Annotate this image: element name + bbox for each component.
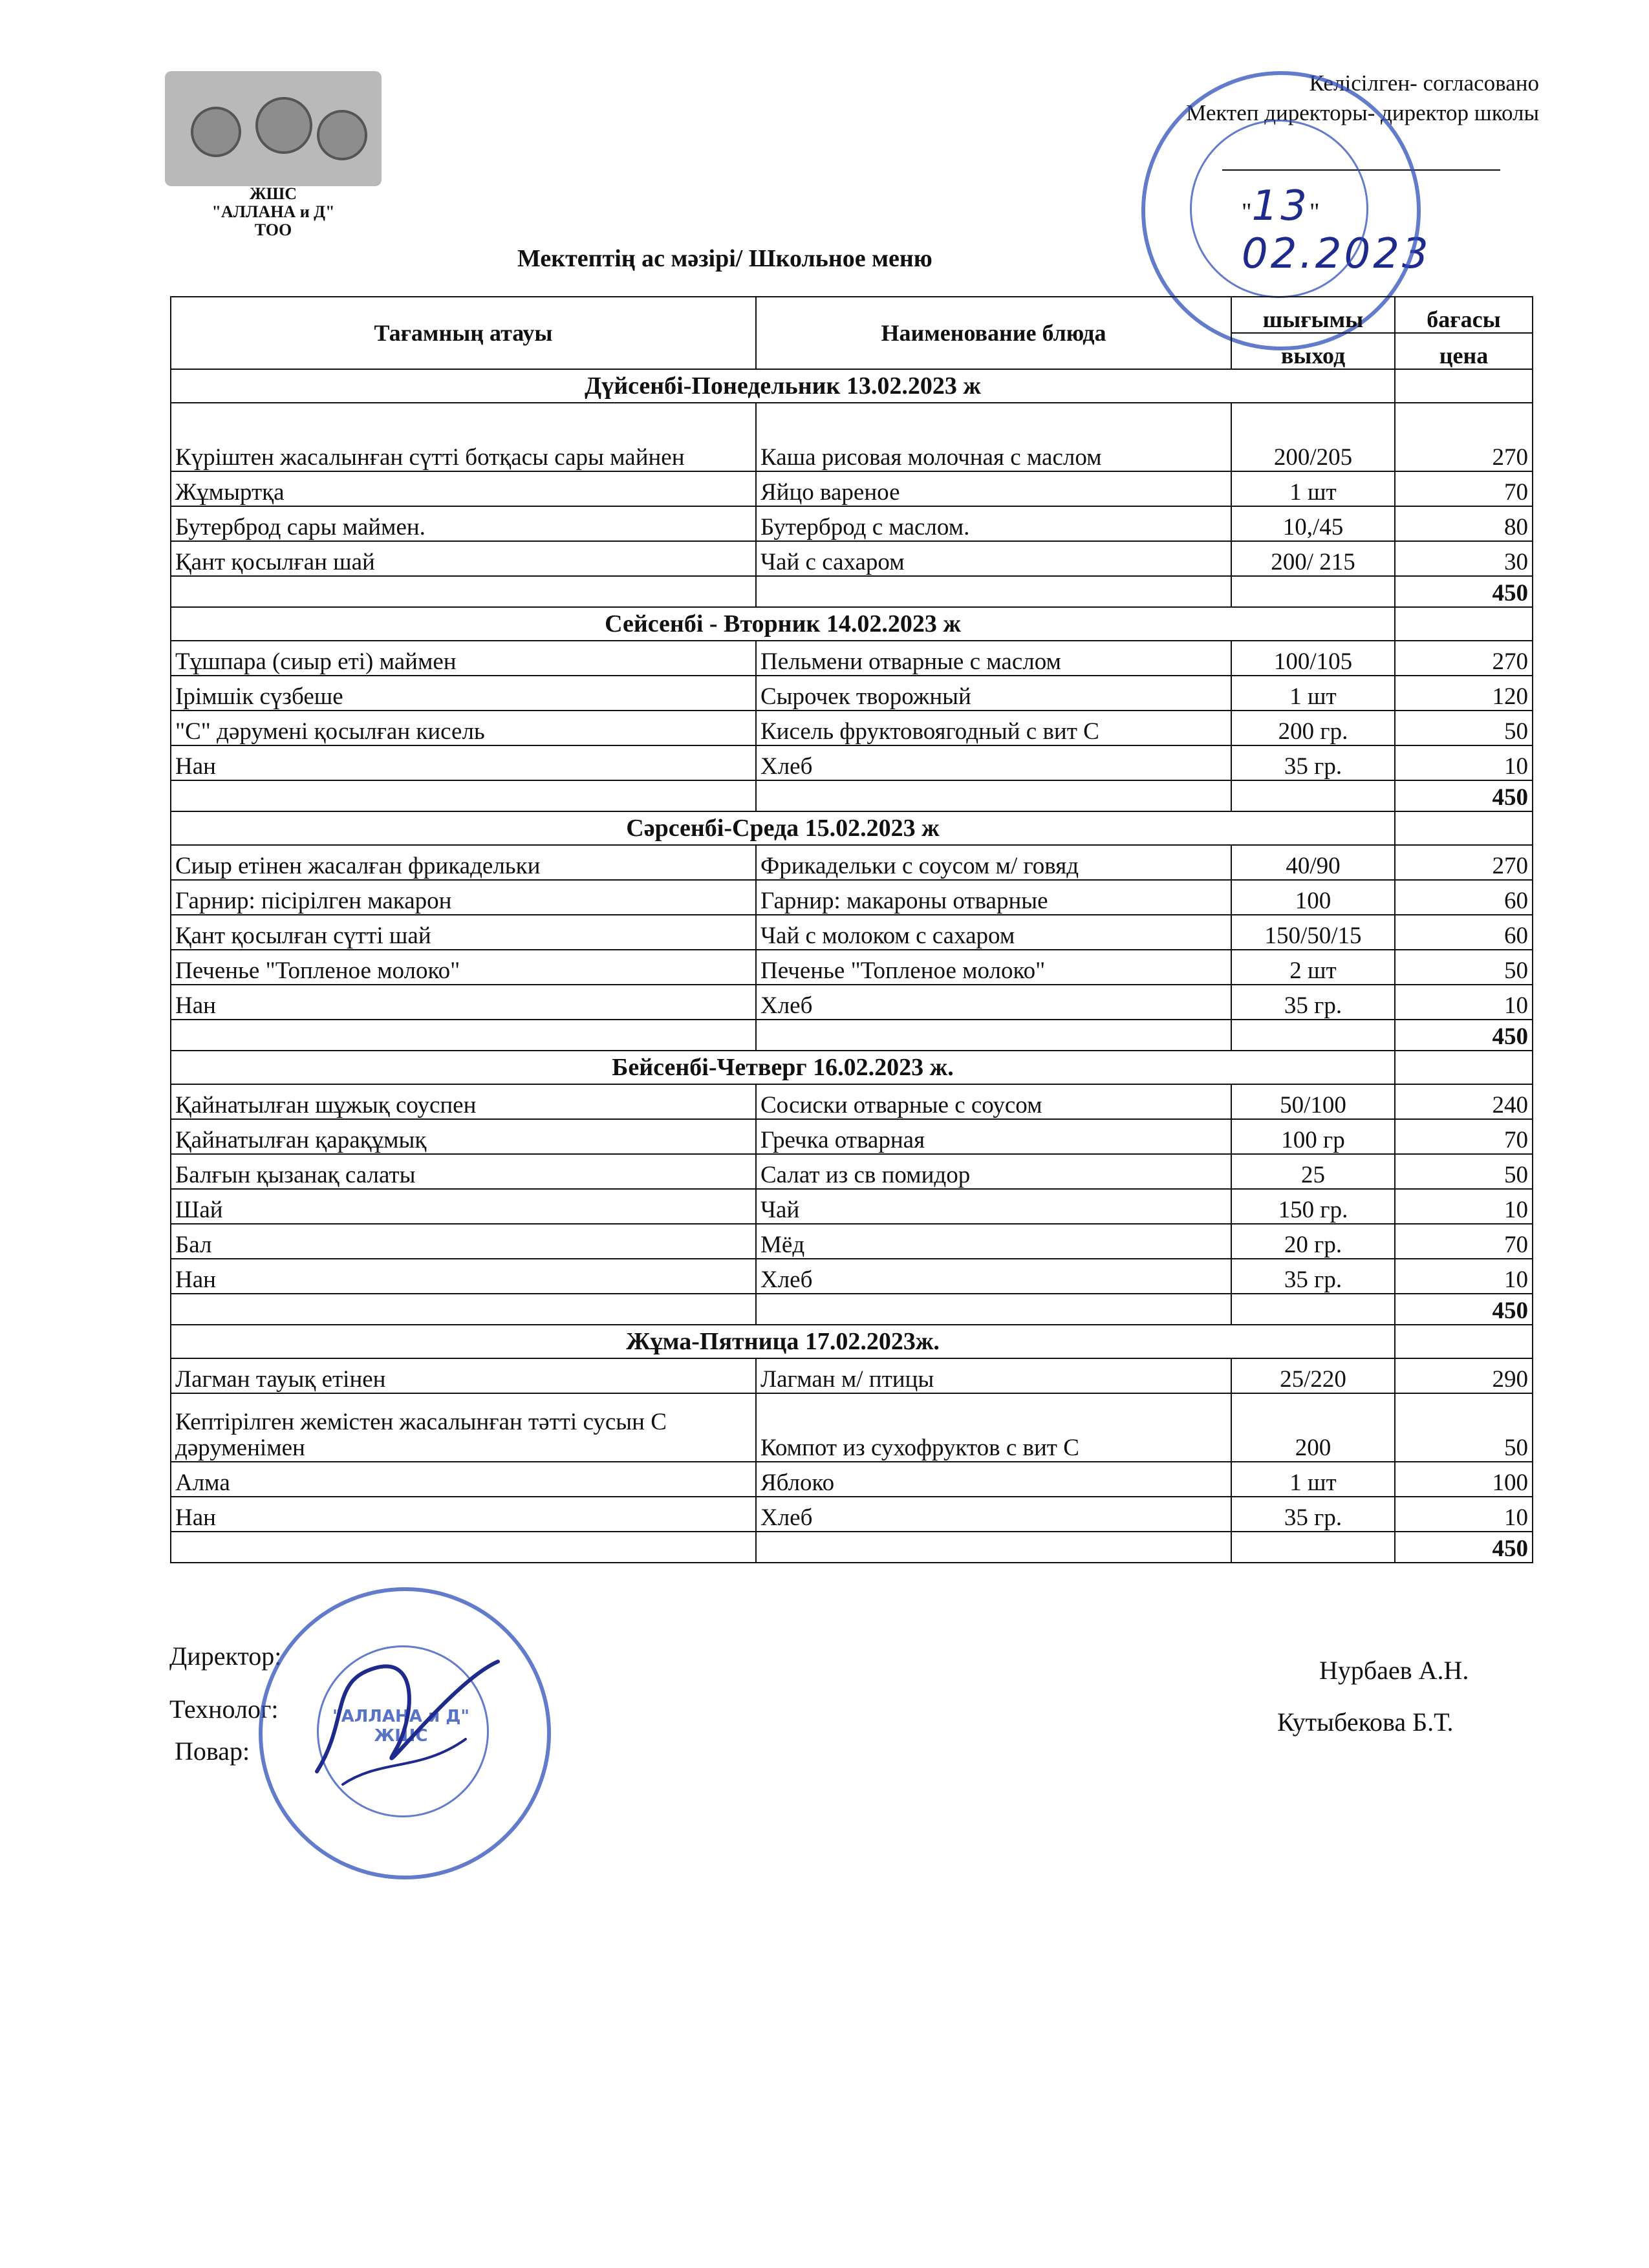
- header-output-kz: шығымы: [1231, 297, 1395, 333]
- total-empty-cell: [171, 1532, 756, 1563]
- dish-name-kz: Шай: [171, 1189, 756, 1224]
- dish-name-ru: Печенье "Топленое молоко": [756, 950, 1231, 985]
- dish-name-ru: Чай: [756, 1189, 1231, 1224]
- dish-output: 200/205: [1231, 403, 1395, 471]
- header-price-ru: цена: [1395, 333, 1533, 369]
- dish-price: 30: [1395, 541, 1533, 576]
- menu-item-row: [171, 915, 1533, 950]
- menu-item-row: [171, 1259, 1533, 1294]
- dish-name-kz: Нан: [171, 1497, 756, 1532]
- menu-item-row: [171, 471, 1533, 506]
- dish-name-kz: Гарнир: пісірілген макарон: [171, 880, 756, 915]
- dish-output: 25: [1231, 1154, 1395, 1189]
- dish-output: 40/90: [1231, 845, 1395, 880]
- dish-output: 100/105: [1231, 641, 1395, 676]
- dish-output: 35 гр.: [1231, 985, 1395, 1020]
- dish-price: 10: [1395, 985, 1533, 1020]
- dish-name-kz: Бал: [171, 1224, 756, 1259]
- logo-line-3: ТОО: [254, 220, 292, 239]
- day-empty-cell: [1395, 1325, 1533, 1358]
- date-rest: 02.2023: [1242, 230, 1431, 278]
- menu-item-row: [171, 745, 1533, 780]
- dish-price: 50: [1395, 1393, 1533, 1462]
- date-quote-close: ": [1309, 198, 1320, 226]
- day-total: 450: [1395, 780, 1533, 811]
- director-label: Директор:: [169, 1642, 282, 1671]
- dish-price: 10: [1395, 745, 1533, 780]
- dish-name-ru: Сосиски отварные с соусом: [756, 1084, 1231, 1119]
- company-logo: [165, 71, 382, 186]
- dish-output: 20 гр.: [1231, 1224, 1395, 1259]
- dish-name-kz: Нан: [171, 985, 756, 1020]
- dish-output: 1 шт: [1231, 1462, 1395, 1497]
- dish-price: 290: [1395, 1358, 1533, 1393]
- dish-name-ru: Чай с сахаром: [756, 541, 1231, 576]
- total-empty-cell: [1231, 576, 1395, 607]
- dish-price: 70: [1395, 471, 1533, 506]
- dish-name-kz: Бутерброд сары маймен.: [171, 506, 756, 541]
- dish-price: 240: [1395, 1084, 1533, 1119]
- dish-price: 50: [1395, 1154, 1533, 1189]
- dish-output: 25/220: [1231, 1358, 1395, 1393]
- day-label: Дүйсенбі-Понедельник 13.02.2023 ж: [171, 369, 1395, 403]
- dish-output: 200 гр.: [1231, 711, 1395, 745]
- dish-price: 270: [1395, 641, 1533, 676]
- dish-name-ru: Хлеб: [756, 745, 1231, 780]
- cook-label: Повар:: [175, 1737, 250, 1766]
- dish-name-kz: Күріштен жасалынған сүтті ботқасы сары майнен: [171, 403, 756, 471]
- day-label: Сейсенбі - Вторник 14.02.2023 ж: [171, 607, 1395, 641]
- dish-name-ru: Бутерброд с маслом.: [756, 506, 1231, 541]
- total-empty-cell: [171, 576, 756, 607]
- dish-output: 2 шт: [1231, 950, 1395, 985]
- approval-line-1: Келісілген- согласовано: [1309, 70, 1539, 96]
- dish-name-ru: Сырочек творожный: [756, 676, 1231, 711]
- dish-name-kz: Нан: [171, 745, 756, 780]
- day-total: 450: [1395, 1532, 1533, 1563]
- dish-output: 100 гр: [1231, 1119, 1395, 1154]
- director-name: Нурбаев А.Н.: [1319, 1656, 1469, 1685]
- day-total: 450: [1395, 1294, 1533, 1325]
- dish-output: 35 гр.: [1231, 1259, 1395, 1294]
- menu-item-row: [171, 1358, 1533, 1393]
- technologist-label: Технолог:: [169, 1695, 279, 1724]
- day-total: 450: [1395, 576, 1533, 607]
- dish-name-ru: Яблоко: [756, 1462, 1231, 1497]
- menu-item-row: [171, 1497, 1533, 1532]
- menu-item-row: [171, 1393, 1533, 1462]
- dish-price: 120: [1395, 676, 1533, 711]
- dish-name-ru: Лагман м/ птицы: [756, 1358, 1231, 1393]
- dish-price: 270: [1395, 403, 1533, 471]
- menu-item-row: [171, 676, 1533, 711]
- dish-price: 10: [1395, 1189, 1533, 1224]
- technologist-name: Кутыбекова Б.Т.: [1277, 1707, 1454, 1737]
- logo-line-2: "АЛЛАНА и Д": [211, 202, 335, 221]
- dish-name-kz: Кептірілген жемістен жасалынған тәтті сусын С дәруменімен: [171, 1393, 756, 1462]
- date-day: 13: [1251, 182, 1310, 230]
- dish-name-kz: Лагман тауық етінен: [171, 1358, 756, 1393]
- total-empty-cell: [171, 780, 756, 811]
- menu-item-row: [171, 1189, 1533, 1224]
- header-kz: Тағамның атауы: [171, 297, 756, 369]
- dish-output: 150/50/15: [1231, 915, 1395, 950]
- day-label: Сәрсенбі-Среда 15.02.2023 ж: [171, 811, 1395, 845]
- total-empty-cell: [171, 1294, 756, 1325]
- header-ru: Наименование блюда: [756, 297, 1231, 369]
- day-header-row: [171, 1325, 1533, 1358]
- dish-output: 1 шт: [1231, 676, 1395, 711]
- dish-name-kz: Жұмыртқа: [171, 471, 756, 506]
- dish-name-ru: Хлеб: [756, 985, 1231, 1020]
- total-empty-cell: [1231, 1294, 1395, 1325]
- dish-name-ru: Гречка отварная: [756, 1119, 1231, 1154]
- header-row-1: [171, 297, 1533, 333]
- dish-name-kz: Алма: [171, 1462, 756, 1497]
- total-empty-cell: [1231, 1532, 1395, 1563]
- school-stamp-inner-ring: [1190, 120, 1368, 298]
- dish-name-ru: Чай с молоком с сахаром: [756, 915, 1231, 950]
- day-empty-cell: [1395, 369, 1533, 403]
- menu-item-row: [171, 1154, 1533, 1189]
- dish-price: 100: [1395, 1462, 1533, 1497]
- day-total-row: [171, 1532, 1533, 1563]
- menu-item-row: [171, 950, 1533, 985]
- menu-item-row: [171, 880, 1533, 915]
- dish-price: 50: [1395, 950, 1533, 985]
- day-total: 450: [1395, 1020, 1533, 1051]
- logo-caption: [165, 185, 382, 239]
- total-empty-cell: [756, 1294, 1231, 1325]
- dish-name-ru: Пельмени отварные с маслом: [756, 641, 1231, 676]
- dish-name-kz: Печенье "Топленое молоко": [171, 950, 756, 985]
- dish-name-ru: Фрикадельки с соусом м/ говяд: [756, 845, 1231, 880]
- day-total-row: [171, 1294, 1533, 1325]
- day-total-row: [171, 1020, 1533, 1051]
- header-output-ru: выход: [1231, 333, 1395, 369]
- dish-name-kz: Қант қосылған шай: [171, 541, 756, 576]
- dish-name-kz: "С" дәрумені қосылған кисель: [171, 711, 756, 745]
- total-empty-cell: [171, 1020, 756, 1051]
- day-header-row: [171, 1051, 1533, 1084]
- dish-name-ru: Яйцо вареное: [756, 471, 1231, 506]
- menu-item-row: [171, 403, 1533, 471]
- dish-name-ru: Мёд: [756, 1224, 1231, 1259]
- dish-name-ru: Хлеб: [756, 1497, 1231, 1532]
- day-header-row: [171, 369, 1533, 403]
- logo-line-1: ЖШС: [249, 184, 297, 203]
- dish-output: 1 шт: [1231, 471, 1395, 506]
- menu-item-row: [171, 711, 1533, 745]
- dish-price: 80: [1395, 506, 1533, 541]
- dish-price: 10: [1395, 1497, 1533, 1532]
- dish-price: 270: [1395, 845, 1533, 880]
- dish-output: 100: [1231, 880, 1395, 915]
- handwritten-signature: [304, 1642, 511, 1797]
- dish-price: 70: [1395, 1119, 1533, 1154]
- menu-item-row: [171, 541, 1533, 576]
- day-total-row: [171, 576, 1533, 607]
- dish-price: 70: [1395, 1224, 1533, 1259]
- dish-price: 60: [1395, 880, 1533, 915]
- day-header-row: [171, 811, 1533, 845]
- day-label: Бейсенбі-Четверг 16.02.2023 ж.: [171, 1051, 1395, 1084]
- dish-name-ru: Кисель фруктовоягодный с вит С: [756, 711, 1231, 745]
- dish-name-ru: Салат из св помидор: [756, 1154, 1231, 1189]
- dish-name-kz: Қант қосылған сүтті шай: [171, 915, 756, 950]
- dish-name-kz: Нан: [171, 1259, 756, 1294]
- menu-item-row: [171, 845, 1533, 880]
- dish-name-kz: Балғын қызанақ салаты: [171, 1154, 756, 1189]
- day-empty-cell: [1395, 811, 1533, 845]
- day-empty-cell: [1395, 607, 1533, 641]
- menu-item-row: [171, 1224, 1533, 1259]
- menu-item-row: [171, 1084, 1533, 1119]
- dish-output: 200/ 215: [1231, 541, 1395, 576]
- day-total-row: [171, 780, 1533, 811]
- total-empty-cell: [756, 1020, 1231, 1051]
- header-price-kz: бағасы: [1395, 297, 1533, 333]
- total-empty-cell: [756, 1532, 1231, 1563]
- page-title: Мектептің ас мәзірі/ Школьное меню: [517, 245, 932, 272]
- stamp-sub: ЖШС: [374, 1726, 428, 1746]
- total-empty-cell: [756, 576, 1231, 607]
- dish-output: 35 гр.: [1231, 1497, 1395, 1532]
- total-empty-cell: [1231, 780, 1395, 811]
- dish-output: 150 гр.: [1231, 1189, 1395, 1224]
- menu-item-row: [171, 1462, 1533, 1497]
- dish-name-ru: Гарнир: макароны отварные: [756, 880, 1231, 915]
- menu-item-row: [171, 1119, 1533, 1154]
- day-empty-cell: [1395, 1051, 1533, 1084]
- menu-item-row: [171, 641, 1533, 676]
- dish-name-ru: Компот из сухофруктов с вит С: [756, 1393, 1231, 1462]
- dish-name-kz: Сиыр етінен жасалған фрикадельки: [171, 845, 756, 880]
- dish-name-kz: Қайнатылған шұжық соуспен: [171, 1084, 756, 1119]
- dish-name-kz: Ірімшік сүзбеше: [171, 676, 756, 711]
- total-empty-cell: [756, 780, 1231, 811]
- day-label: Жұма-Пятница 17.02.2023ж.: [171, 1325, 1395, 1358]
- total-empty-cell: [1231, 1020, 1395, 1051]
- date-quote-open: ": [1242, 198, 1252, 226]
- dish-output: 50/100: [1231, 1084, 1395, 1119]
- dish-name-kz: Тұшпара (сиыр еті) маймен: [171, 641, 756, 676]
- menu-item-row: [171, 506, 1533, 541]
- dish-price: 60: [1395, 915, 1533, 950]
- menu-item-row: [171, 985, 1533, 1020]
- dish-price: 10: [1395, 1259, 1533, 1294]
- dish-output: 10,/45: [1231, 506, 1395, 541]
- dish-price: 50: [1395, 711, 1533, 745]
- dish-output: 35 гр.: [1231, 745, 1395, 780]
- dish-output: 200: [1231, 1393, 1395, 1462]
- dish-name-kz: Қайнатылған қарақұмық: [171, 1119, 756, 1154]
- dish-name-ru: Хлеб: [756, 1259, 1231, 1294]
- approval-line-2: Мектеп директоры- директор школы: [1186, 100, 1539, 125]
- menu-table: [170, 296, 1533, 1563]
- day-header-row: [171, 607, 1533, 641]
- stamp-name: "АЛЛАНА и Д": [332, 1707, 469, 1726]
- dish-name-ru: Каша рисовая молочная с маслом: [756, 403, 1231, 471]
